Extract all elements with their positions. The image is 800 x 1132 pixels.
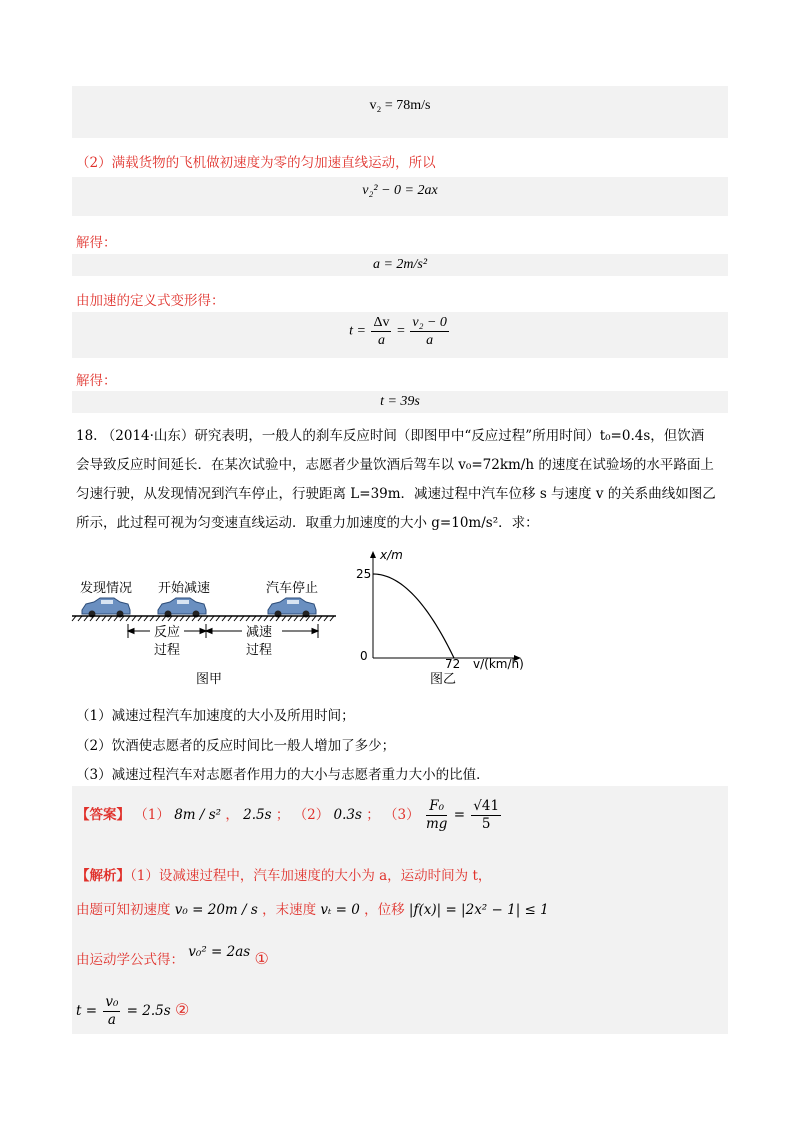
answer-time: 2.5s xyxy=(243,807,272,823)
y-tick-25: 25 xyxy=(356,567,372,581)
analysis-t-fraction xyxy=(103,994,120,1029)
frac-den-a: a xyxy=(377,333,385,348)
car-icon-2 xyxy=(158,598,206,618)
analysis-mark1: ① xyxy=(254,949,269,968)
equation-v2-squared: v₂² − 0 = 2ax xyxy=(362,183,438,198)
equation-t39: t = 39s xyxy=(380,394,420,409)
answer-part1: （1） xyxy=(134,807,170,823)
fraction-v2-a xyxy=(410,314,449,349)
ratio-equals: = xyxy=(453,807,465,823)
answer-sep1: ， xyxy=(225,807,239,823)
ratio-den: mg xyxy=(425,816,448,832)
answer-part2: （2） xyxy=(293,807,330,823)
analysis-t-num: v₀ xyxy=(105,994,119,1010)
analysis-text2b: ，末速度 xyxy=(262,902,317,918)
value-num: √41 xyxy=(473,798,500,814)
answer-delta-t: 0.3s xyxy=(333,807,362,823)
problem-18-line3: 匀速行驶，从发现情况到汽车停止，行驶距离 L=39m．减速过程中汽车位移 s 与速度 v 的关系曲线如图乙 xyxy=(76,486,716,502)
question-3: （3）减速过程汽车对志愿者作用力的大小与志愿者重力大小的比值． xyxy=(76,767,490,783)
label-part2: （2）满载货物的飞机做初速度为零的匀加速直线运动，所以 xyxy=(76,155,436,171)
answer-ratio-fraction xyxy=(426,798,447,833)
label-definition: 由加速的定义式变形得： xyxy=(76,293,225,309)
analysis-t-den: a xyxy=(107,1012,116,1028)
analysis-line3 xyxy=(76,944,269,968)
analysis-tag: 【解析】 xyxy=(76,868,130,884)
label-car-stop: 汽车停止 xyxy=(266,581,319,596)
label-react-1: 反应 xyxy=(154,625,181,640)
equation-t-fraction xyxy=(72,314,728,349)
problem-18-line1: 18. （2014·山东）研究表明，一般人的刹车反应时间（即图甲中“反应过程”所用时间）t₀=0.4s，但饮酒 xyxy=(76,428,705,444)
label-react-2: 过程 xyxy=(154,643,181,658)
label-decel-2: 过程 xyxy=(246,643,273,658)
answer-accel: 8m / s² xyxy=(174,807,222,823)
y-axis-label: x/m xyxy=(380,548,403,562)
caption-yi: 图乙 xyxy=(430,672,457,687)
answer-part3: （3） xyxy=(384,807,420,823)
eq-t-equals: = xyxy=(396,323,405,339)
label-discover: 发现情况 xyxy=(80,581,133,596)
answer-line xyxy=(76,798,503,833)
analysis-text2a: 由题可知初速度 xyxy=(76,902,171,918)
figure-yi-chart xyxy=(350,540,550,690)
analysis-line1 xyxy=(76,864,491,884)
analysis-line4 xyxy=(76,994,189,1029)
car-icon-3 xyxy=(268,598,316,618)
analysis-text2c: ，位移 xyxy=(364,902,405,918)
origin-label: 0 xyxy=(360,649,368,663)
analysis-eq1: v₀² = 2as xyxy=(188,944,251,960)
problem-18-line2: 会导致反应时间延长．在某次试验中，志愿者少量饮酒后驾车以 v₀=72km/h 的速度在试验场的水平路面上 xyxy=(76,457,714,473)
label-jiede-2: 解得： xyxy=(76,373,117,389)
analysis-t-lhs: t = xyxy=(76,1003,98,1019)
analysis-fx: |f(x)| = |2x² − 1| ≤ 1 xyxy=(408,902,549,918)
eq-t-lhs: t = xyxy=(349,323,366,339)
series-line xyxy=(373,574,454,658)
answer-sep2: ； xyxy=(275,807,290,823)
equation-a: a = 2m/s² xyxy=(372,257,428,272)
ratio-num: F₀ xyxy=(426,798,447,816)
figure-jia xyxy=(70,540,370,690)
fraction-dv-a xyxy=(371,314,391,349)
frac-num-dv: Δv xyxy=(373,315,390,330)
x-tick-72: 72 xyxy=(445,657,461,671)
frac-den-a2: a xyxy=(426,333,434,348)
equation-v2: v₂ = 78m/s xyxy=(369,98,431,113)
question-2: （2）饮酒使志愿者的反应时间比一般人增加了多少； xyxy=(76,738,396,754)
answer-value-fraction xyxy=(471,798,501,833)
answer-sep3: ； xyxy=(366,807,380,823)
answer-tag: 【答案】 xyxy=(76,807,130,823)
label-start-braking: 开始减速 xyxy=(158,581,211,596)
x-axis-label: v/(km/h) xyxy=(473,657,524,671)
analysis-v0: v₀ = 20m / s xyxy=(174,902,258,918)
label-decel-1: 减速 xyxy=(246,625,273,640)
value-den: 5 xyxy=(481,816,491,832)
analysis-line2 xyxy=(76,898,549,918)
caption-jia: 图甲 xyxy=(196,672,223,687)
analysis-t-rhs: = 2.5s xyxy=(126,1003,171,1019)
problem-18-line4: 所示，此过程可视为匀变速直线运动．取重力加速度的大小 g=10m/s²．求： xyxy=(76,515,539,531)
analysis-text3a: 由运动学公式得： xyxy=(76,952,184,968)
analysis-mark2: ② xyxy=(174,1000,190,1019)
label-jiede-1: 解得： xyxy=(76,235,117,251)
analysis-vt: vₜ = 0 xyxy=(320,902,360,918)
question-1: （1）减速过程汽车加速度的大小及所用时间； xyxy=(76,708,355,724)
analysis-text1: （1）设减速过程中，汽车加速度的大小为 a，运动时间为 t， xyxy=(130,868,492,884)
car-icon-1 xyxy=(82,598,130,618)
frac-num-v2: v₂ − 0 xyxy=(412,315,447,330)
